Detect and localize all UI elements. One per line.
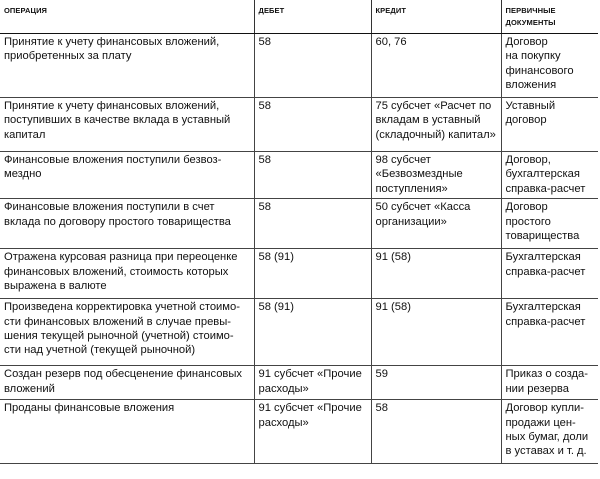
documents-cell bbox=[501, 400, 598, 464]
debit-cell bbox=[254, 199, 371, 249]
debit-text-line: расходы» bbox=[258, 382, 309, 395]
credit-cell bbox=[371, 249, 501, 299]
header-debit bbox=[254, 0, 371, 34]
table-row bbox=[0, 249, 598, 299]
documents-text-line: простого bbox=[505, 215, 551, 228]
operation-text-line: Создан резерв под обесценение финансовых bbox=[4, 368, 242, 381]
operation-text-line: финансовых вложений, стоимость которых bbox=[4, 265, 229, 278]
documents-text-line: нии резерва bbox=[505, 382, 569, 395]
debit-cell bbox=[254, 152, 371, 199]
credit-text-line: 91 (58) bbox=[375, 251, 411, 264]
table-row bbox=[0, 366, 598, 400]
credit-cell bbox=[371, 199, 501, 249]
credit-text-line: 91 (58) bbox=[375, 301, 411, 314]
operation-text-line: мездно bbox=[4, 168, 42, 181]
credit-text-line: 98 субсчет bbox=[375, 154, 431, 166]
credit-text-line: (складочный) капитал» bbox=[375, 128, 496, 141]
debit-text-line: 58 (91) bbox=[258, 251, 294, 264]
operation-text-line: вклада по договору простого товарищества bbox=[4, 215, 231, 228]
debit-text-line: расходы» bbox=[258, 416, 309, 429]
debit-cell bbox=[254, 249, 371, 299]
debit-text-line: 58 (91) bbox=[258, 301, 294, 314]
table-header bbox=[0, 0, 598, 34]
documents-text-line: бухгалтерская bbox=[505, 168, 580, 181]
credit-text-line: 59 bbox=[375, 368, 388, 381]
credit-cell bbox=[371, 366, 501, 400]
operation-cell bbox=[0, 98, 254, 152]
operation-text-line: Проданы финансовые вложения bbox=[4, 402, 175, 415]
operation-text-line: капитал bbox=[4, 128, 46, 141]
operation-text-line: Финансовые вложения поступили безвоз- bbox=[4, 154, 222, 166]
documents-cell bbox=[501, 299, 598, 366]
credit-cell bbox=[371, 152, 501, 199]
documents-text-line: Договор купли- bbox=[505, 402, 585, 415]
operation-text-line: Произведена корректировка учетной стоимо- bbox=[4, 301, 240, 314]
credit-text-line: вкладам в уставный bbox=[375, 114, 481, 127]
documents-text-line: Бухгалтерская bbox=[505, 301, 581, 314]
documents-text-line: вложения bbox=[505, 79, 557, 92]
debit-text-line: 91 субсчет «Прочие bbox=[258, 402, 362, 415]
operation-text-line: приобретенных за плату bbox=[4, 50, 132, 63]
credit-cell bbox=[371, 299, 501, 366]
operation-text-line: сти финансовых вложений в случае превы- bbox=[4, 315, 232, 328]
operation-cell bbox=[0, 366, 254, 400]
documents-cell bbox=[501, 199, 598, 249]
table-row bbox=[0, 299, 598, 366]
documents-cell bbox=[501, 249, 598, 299]
documents-text-line: финансового bbox=[505, 64, 574, 77]
credit-cell bbox=[371, 98, 501, 152]
header-credit bbox=[371, 0, 501, 34]
documents-cell bbox=[501, 98, 598, 152]
documents-text-line: Уставный bbox=[505, 100, 556, 112]
debit-text-line: 58 bbox=[258, 100, 271, 112]
documents-text-line: Договор bbox=[505, 201, 548, 214]
documents-text-line: справка-расчет bbox=[505, 315, 586, 328]
header-operation bbox=[0, 0, 254, 34]
operation-cell bbox=[0, 199, 254, 249]
debit-text-line: 91 субсчет «Прочие bbox=[258, 368, 362, 381]
operation-text-line: Принятие к учету финансовых вложений, bbox=[4, 100, 220, 112]
documents-text-line: справка-расчет bbox=[505, 265, 586, 278]
operation-cell bbox=[0, 400, 254, 464]
credit-text-line: поступления» bbox=[375, 182, 448, 195]
operation-cell bbox=[0, 299, 254, 366]
credit-text-line: 58 bbox=[375, 402, 388, 415]
debit-cell bbox=[254, 366, 371, 400]
credit-text-line: 75 субсчет «Расчет по bbox=[375, 100, 492, 112]
documents-text-line: на покупку bbox=[505, 50, 561, 63]
debit-cell bbox=[254, 299, 371, 366]
header-documents bbox=[501, 0, 598, 34]
table-row bbox=[0, 152, 598, 199]
documents-text-line: договор bbox=[505, 114, 547, 127]
header-operation-label: ОПЕРАЦИЯ bbox=[4, 6, 48, 15]
debit-cell bbox=[254, 34, 371, 98]
credit-text-line: «Безвозмездные bbox=[375, 168, 463, 181]
credit-text-line: 50 субсчет «Касса bbox=[375, 201, 471, 214]
documents-cell bbox=[501, 366, 598, 400]
debit-cell bbox=[254, 98, 371, 152]
operation-text-line: поступивших в качестве вклада в уставный bbox=[4, 114, 231, 127]
table-row bbox=[0, 199, 598, 249]
documents-text-line: Бухгалтерская bbox=[505, 251, 581, 264]
credit-cell bbox=[371, 34, 501, 98]
operation-text-line: Финансовые вложения поступили в счет bbox=[4, 201, 215, 214]
documents-text-line: в уставах и т. д. bbox=[505, 445, 587, 458]
operation-text-line: шения текущей рыночной (учетной) стоимо- bbox=[4, 330, 234, 343]
documents-text-line: товарищества bbox=[505, 230, 580, 243]
debit-text-line: 58 bbox=[258, 201, 271, 214]
operation-cell bbox=[0, 34, 254, 98]
header-credit-label: КРЕДИТ bbox=[375, 6, 406, 15]
documents-cell bbox=[501, 34, 598, 98]
debit-text-line: 58 bbox=[258, 36, 271, 48]
debit-cell bbox=[254, 400, 371, 464]
operation-cell bbox=[0, 249, 254, 299]
documents-text-line: справка-расчет bbox=[505, 182, 586, 195]
table-row bbox=[0, 400, 598, 464]
documents-text-line: продажи цен- bbox=[505, 416, 576, 429]
documents-text-line: Договор, bbox=[505, 154, 551, 166]
operation-cell bbox=[0, 152, 254, 199]
documents-text-line: Приказ о созда- bbox=[505, 368, 588, 381]
operation-text-line: сти над учетной (текущей рыночной) bbox=[4, 344, 196, 357]
operation-text-line: Принятие к учету финансовых вложений, bbox=[4, 36, 220, 48]
header-documents-line-2: ДОКУМЕНТЫ bbox=[505, 18, 556, 27]
documents-text-line: Договор bbox=[505, 36, 548, 48]
credit-cell bbox=[371, 400, 501, 464]
debit-text-line: 58 bbox=[258, 154, 271, 166]
header-row bbox=[0, 0, 598, 34]
header-documents-line-1: ПЕРВИЧНЫЕ bbox=[505, 6, 556, 15]
credit-text-line: 60, 76 bbox=[375, 36, 407, 48]
operation-text-line: вложений bbox=[4, 382, 55, 395]
documents-cell bbox=[501, 152, 598, 199]
table-row bbox=[0, 98, 598, 152]
operation-text-line: выражена в валюте bbox=[4, 280, 107, 293]
table-body bbox=[0, 34, 598, 464]
table-row bbox=[0, 34, 598, 98]
header-debit-label: ДЕБЕТ bbox=[258, 6, 285, 15]
documents-text-line: ных бумаг, доли bbox=[505, 431, 589, 444]
credit-text-line: организации» bbox=[375, 215, 447, 228]
operation-text-line: Отражена курсовая разница при переоценке bbox=[4, 251, 238, 264]
